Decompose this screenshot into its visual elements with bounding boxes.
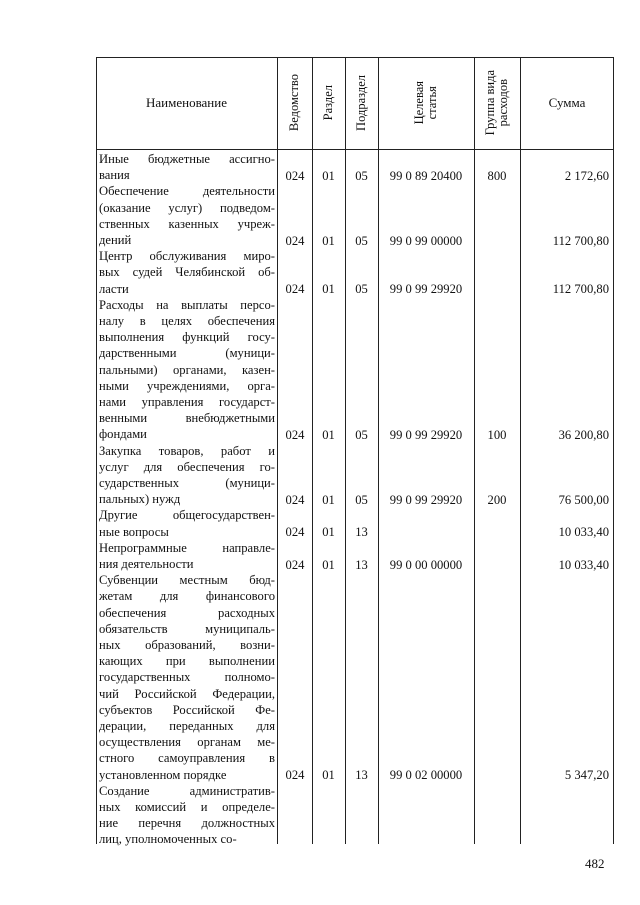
gruppa-vida-cell: 100 bbox=[487, 427, 507, 442]
vedomstvo-cell: 024 bbox=[285, 233, 305, 248]
razdel-cell: 01 bbox=[322, 168, 335, 183]
name-line: сударственных (муници- bbox=[99, 476, 275, 490]
razdel-cell: 01 bbox=[322, 427, 335, 442]
name-line: фондами bbox=[99, 427, 147, 442]
vedomstvo-cell: 024 bbox=[285, 168, 305, 183]
name-line: Другие общегосударствен- bbox=[99, 508, 275, 523]
header-razdel: Раздел bbox=[321, 85, 335, 121]
name-line: чий Российской Федерации, bbox=[99, 686, 275, 701]
summa-cell: 10 033,40 bbox=[558, 525, 609, 540]
celevaya-statya-cell: 99 0 00 00000 bbox=[389, 557, 463, 572]
podrazdel-cell: 05 bbox=[355, 233, 368, 248]
header-podrazdel: Подраздел bbox=[354, 75, 368, 131]
name-line: стного самоуправления в bbox=[99, 751, 275, 766]
name-line: обязательств муниципаль- bbox=[99, 621, 275, 636]
vedomstvo-cell: 024 bbox=[285, 427, 305, 442]
name-line: лиц, уполномоченных со- bbox=[99, 832, 237, 847]
table-row-name bbox=[99, 443, 275, 508]
header-summa: Сумма bbox=[548, 95, 586, 110]
name-line: ние перечня должностных bbox=[99, 816, 275, 831]
vedomstvo-cell: 024 bbox=[285, 557, 305, 572]
page-number: 482 bbox=[585, 856, 605, 871]
header-celevaya-statya: Целевая статья bbox=[412, 81, 439, 125]
name-line: осуществления органам ме- bbox=[99, 735, 275, 750]
summa-cell: 2 172,60 bbox=[564, 168, 609, 183]
name-line: Расходы на выплаты персо- bbox=[99, 297, 275, 312]
podrazdel-cell: 13 bbox=[355, 525, 368, 540]
vedomstvo-cell: 024 bbox=[285, 282, 305, 297]
name-line: Иные бюджетные ассигно- bbox=[99, 152, 275, 166]
celevaya-statya-cell: 99 0 99 29920 bbox=[389, 282, 463, 297]
table-row-name bbox=[99, 248, 275, 297]
header-name: Наименование bbox=[146, 95, 227, 110]
name-line: жетам для финансового bbox=[99, 589, 275, 604]
name-line: выполнения функций госу- bbox=[99, 330, 275, 345]
vedomstvo-cell: 024 bbox=[285, 525, 305, 540]
podrazdel-cell: 05 bbox=[355, 168, 368, 183]
name-line: вания bbox=[99, 168, 130, 183]
celevaya-statya-cell: 99 0 02 00000 bbox=[389, 768, 463, 783]
name-line: Непрограммные направле- bbox=[99, 540, 275, 555]
name-line: пальными) органами, казен- bbox=[99, 362, 275, 377]
razdel-cell: 01 bbox=[322, 768, 335, 783]
header-divider bbox=[96, 149, 614, 150]
name-line: налу в целях обеспечения bbox=[99, 314, 275, 328]
table-row-name bbox=[99, 572, 275, 783]
name-line: Центр обслуживания миро- bbox=[99, 249, 275, 264]
podrazdel-cell: 05 bbox=[355, 427, 368, 442]
razdel-cell: 01 bbox=[322, 557, 335, 572]
name-line: пальных) нужд bbox=[99, 492, 181, 507]
gruppa-vida-cell: 800 bbox=[487, 168, 507, 183]
name-line: нами управления государст- bbox=[99, 395, 275, 410]
name-line: ласти bbox=[99, 281, 129, 296]
razdel-cell: 01 bbox=[322, 233, 335, 248]
podrazdel-cell: 13 bbox=[355, 768, 368, 783]
name-line: услуг для обеспечения го- bbox=[99, 459, 275, 474]
summa-cell: 112 700,80 bbox=[552, 282, 609, 297]
podrazdel-cell: 13 bbox=[355, 557, 368, 572]
header-vedomstvo: Ведомство bbox=[287, 74, 301, 132]
table-row-name bbox=[99, 297, 275, 443]
name-line: ных комиссий и определе- bbox=[99, 800, 275, 814]
celevaya-statya-cell: 99 0 99 00000 bbox=[389, 233, 463, 248]
gruppa-vida-cell: 200 bbox=[487, 492, 507, 507]
name-line: Обеспечение деятельности bbox=[99, 184, 275, 199]
razdel-cell: 01 bbox=[322, 282, 335, 297]
summa-cell: 36 200,80 bbox=[558, 427, 609, 442]
name-line: (оказание услуг) подведом- bbox=[99, 200, 275, 215]
name-line: установленном порядке bbox=[99, 767, 227, 782]
vedomstvo-cell: 024 bbox=[285, 492, 305, 507]
celevaya-statya-cell: 99 0 99 29920 bbox=[389, 492, 463, 507]
table-row-name bbox=[99, 151, 275, 183]
table-row-name bbox=[99, 783, 275, 848]
name-line: кающих при выполнении bbox=[99, 654, 275, 669]
name-line: субъектов Российской Фе- bbox=[99, 702, 275, 717]
name-line: Создание административ- bbox=[99, 783, 275, 798]
name-line: ственных казенных учреж- bbox=[99, 216, 275, 231]
name-line: дений bbox=[99, 233, 132, 247]
table-row-name bbox=[99, 540, 275, 572]
summa-cell: 76 500,00 bbox=[558, 492, 609, 507]
razdel-cell: 01 bbox=[322, 525, 335, 540]
name-line: обеспечения расходных bbox=[99, 605, 275, 620]
vedomstvo-cell: 024 bbox=[285, 768, 305, 783]
name-line: вых судей Челябинской об- bbox=[99, 265, 275, 280]
summa-cell: 10 033,40 bbox=[558, 557, 609, 572]
name-line: Закупка товаров, работ и bbox=[99, 443, 275, 458]
name-line: ния деятельности bbox=[99, 557, 194, 571]
name-line: ными учреждениями, орга- bbox=[99, 378, 275, 393]
celevaya-statya-cell: 99 0 99 29920 bbox=[389, 427, 463, 442]
podrazdel-cell: 05 bbox=[355, 282, 368, 297]
header-gruppa-vida: Группа вида расходов bbox=[483, 70, 510, 136]
name-line: ные вопросы bbox=[99, 524, 169, 539]
table-row-name bbox=[99, 183, 275, 248]
name-line: государственных полномо- bbox=[99, 670, 275, 685]
podrazdel-cell: 05 bbox=[355, 492, 368, 507]
name-line: венными внебюджетными bbox=[99, 411, 275, 426]
summa-cell: 112 700,80 bbox=[552, 233, 609, 248]
name-line: дерации, переданных для bbox=[99, 719, 275, 734]
name-line: Субвенции местным бюд- bbox=[99, 573, 275, 588]
name-line: ных образований, возни- bbox=[99, 638, 275, 652]
summa-cell: 5 347,20 bbox=[564, 768, 609, 783]
razdel-cell: 01 bbox=[322, 492, 335, 507]
celevaya-statya-cell: 99 0 89 20400 bbox=[389, 168, 463, 183]
name-line: дарственными (муници- bbox=[99, 346, 275, 361]
table-row-name bbox=[99, 507, 275, 539]
